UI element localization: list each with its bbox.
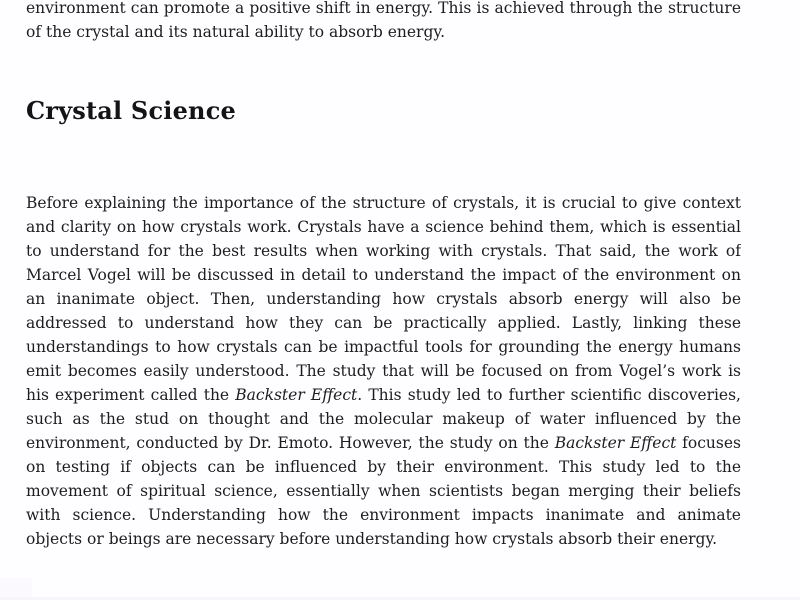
text-line (26, 383, 741, 407)
intro-paragraph (26, 0, 741, 44)
text-line (26, 335, 741, 359)
text-segment: Before explaining the importance of the structure of crystals, it is crucial to give context (26, 194, 741, 212)
text-segment: environment can promote a positive shift in energy. This is achieved through the structure (26, 0, 741, 17)
text-line (26, 527, 741, 551)
text-line (26, 431, 741, 455)
text-segment: . This study led to further scientific discoveries, (357, 386, 741, 404)
text-segment: his experiment called the (26, 386, 236, 404)
text-segment: an inanimate object. Then, understanding how crystals absorb energy will also be (26, 290, 741, 308)
text-line (26, 503, 741, 527)
text-segment: of the crystal and its natural ability to absorb energy. (26, 23, 445, 41)
text-segment: movement of spiritual science, essentially when scientists began merging their beliefs (26, 482, 741, 500)
text-line (26, 359, 741, 383)
text-line (26, 239, 741, 263)
text-line (26, 263, 741, 287)
body-paragraph (26, 191, 741, 551)
text-line (26, 479, 741, 503)
text-line (26, 311, 741, 335)
italic-text: Backster Effect (554, 434, 677, 452)
text-segment: focuses (676, 434, 741, 452)
text-segment: addressed to understand how they can be practically applied. Lastly, linking these (26, 314, 741, 332)
text-segment: emit becomes easily understood. The study that will be focused on from Vogel’s work is (26, 362, 741, 380)
text-segment: Marcel Vogel will be discussed in detail to understand the impact of the environment on (26, 266, 741, 284)
text-line (26, 215, 741, 239)
italic-text: Backster Effect (235, 386, 358, 404)
text-segment: understandings to how crystals can be impactful tools for grounding the energy humans (26, 338, 741, 356)
text-segment: and clarity on how crystals work. Crystals have a science behind them, which is essential (26, 218, 741, 236)
text-line (26, 191, 741, 215)
text-segment: with science. Understanding how the environment impacts inanimate and animate (26, 506, 741, 524)
text-segment: to understand for the best results when working with crystals. That said, the work of (26, 242, 741, 260)
text-line (26, 455, 741, 479)
text-line (26, 407, 741, 431)
text-segment: objects or beings are necessary before understanding how crystals absorb their energy. (26, 530, 718, 548)
text-segment: on testing if objects can be influenced by their environment. This study led to the (26, 458, 741, 476)
text-line (26, 287, 741, 311)
text-line (26, 20, 741, 44)
section-heading: Crystal Science (26, 96, 236, 125)
text-segment: such as the stud on thought and the molecular makeup of water influenced by the (26, 410, 741, 428)
text-line (26, 0, 741, 20)
text-segment: environment, conducted by Dr. Emoto. However, the study on the (26, 434, 555, 452)
